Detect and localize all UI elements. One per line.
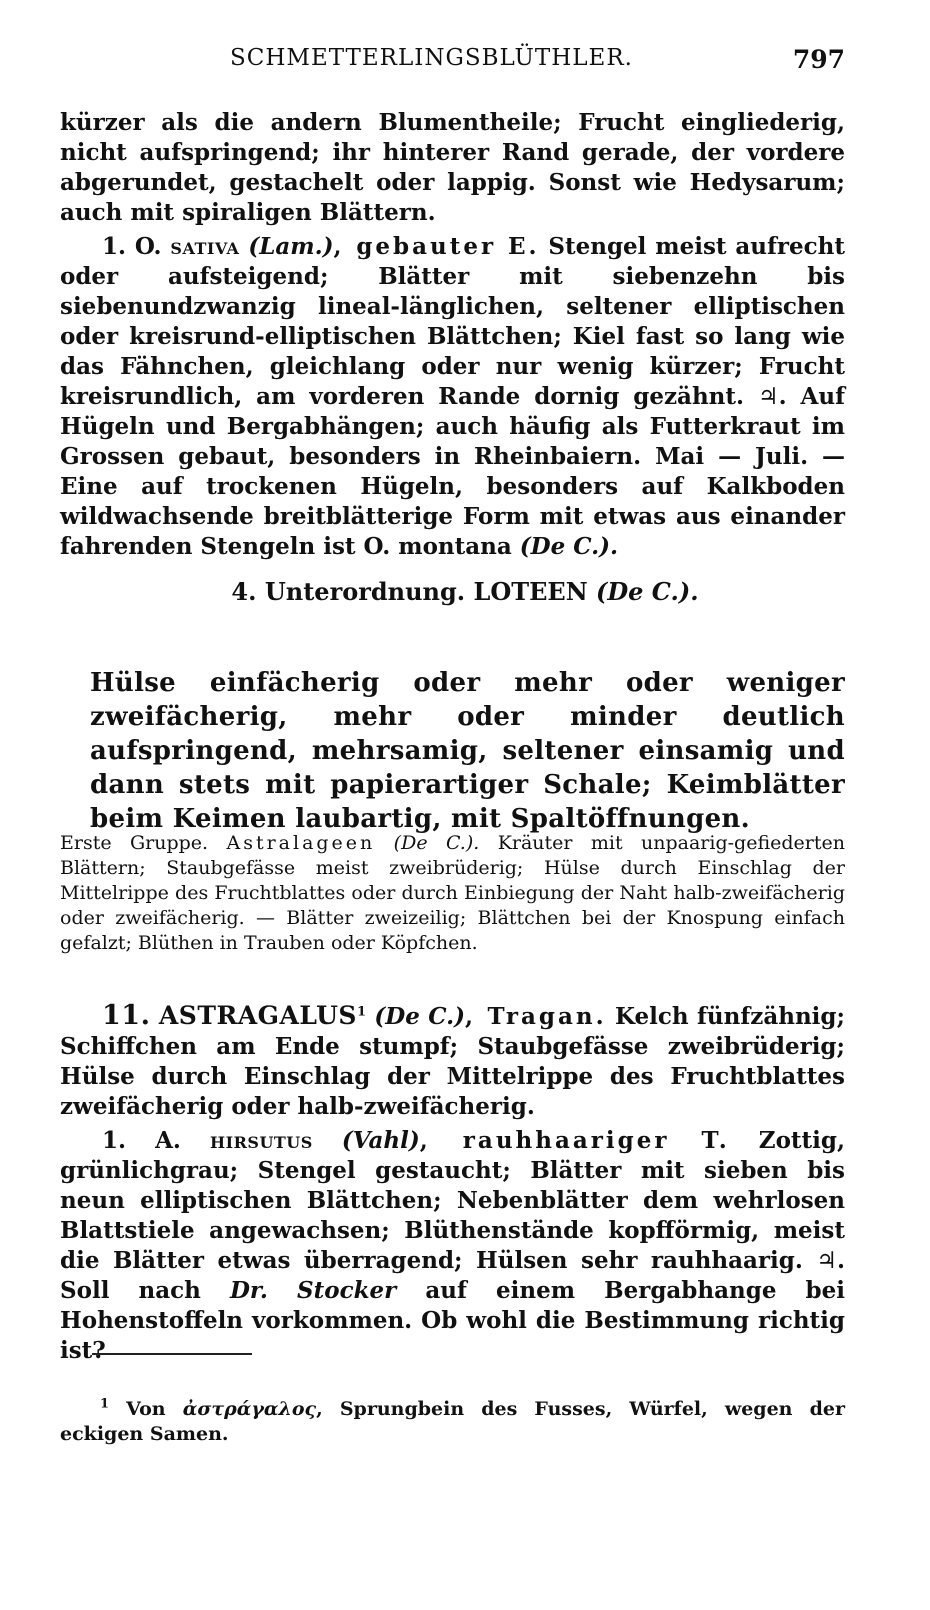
- footnote-reference[interactable]: 1: [356, 1004, 366, 1020]
- suborder-description-text: Hülse einfächerig oder mehr oder weniger zweifächerig, mehr oder minder deutlich aufspringend, mehrsamig, seltener einsamig und dann stets mit papierartiger Schale; Keimblätter beim Keimen laubartig, mit Spaltöffnungen.: [90, 668, 845, 834]
- species-paragraph: [60, 1126, 845, 1366]
- suborder-label: 4. Unterordnung. LOTEEN: [231, 577, 588, 606]
- species-entry-sativa: [60, 232, 845, 562]
- footnote-divider: [92, 1353, 252, 1355]
- footnote-greek-word: ἀστράγαλος: [182, 1398, 317, 1420]
- species-author: (Vahl): [341, 1127, 420, 1154]
- footnote-text-part-1: Von: [126, 1398, 166, 1420]
- continuation-paragraph: [60, 108, 845, 228]
- species-author: (Lam.): [248, 233, 334, 260]
- suborder-author: (De C.).: [596, 577, 699, 606]
- page-number: 797: [792, 45, 845, 74]
- footnote-mark: 1: [100, 1396, 110, 1412]
- genus-number: 11.: [102, 1000, 151, 1031]
- species-common-name: , rauhhaariger T.: [419, 1127, 730, 1154]
- species-entry-hirsutus: [60, 1103, 845, 1389]
- species-number: 1. O.: [102, 233, 162, 260]
- species-paragraph: [60, 232, 845, 562]
- group-paragraph: [60, 831, 845, 956]
- genus-common-name: , Tragan.: [465, 1003, 607, 1030]
- running-title: SCHMETTERLINGSBLÜTHLER.: [230, 45, 633, 71]
- species-epithet: sativa: [170, 233, 240, 260]
- group-author: (De C.).: [393, 832, 480, 854]
- species-description: Stengel meist aufrecht oder aufsteigend; Blätter mit siebenzehn bis siebenundzwanzig lineal-länglichen, seltener elliptischen oder kreisrund-elliptischen Blättchen; Kiel fast so lang wie das Fähnchen, gleichlang oder nur wenig kürzer; Frucht kreisrundlich, am vorderen Rande dornig gezähnt. ♃. Auf Hügeln und Bergabhängen; auch häufig als Futterkraut im Grossen gebaut, besonders in Rheinbaiern. Mai — Juli. — Eine auf trockenen Hügeln, besonders auf Kalkboden wildwachsende breitblätterige Form mit etwas aus einander fahrenden Stengeln ist O. montana: [60, 233, 845, 560]
- footnote-text-part-2: , Sprungbein des Fusses, Würfel, wegen der eckigen Samen.: [60, 1398, 845, 1445]
- group-description: [60, 812, 845, 975]
- footnote: [60, 1378, 845, 1466]
- genus-name: ASTRAGALUS: [158, 1001, 357, 1030]
- species-common-name: , gebauter E.: [333, 233, 540, 260]
- species-description-part-1: Zottig, grünlichgrau; Stengel gestaucht; Blätter mit sieben bis neun elliptischen Blättchen; Nebenblätter dem wehrlosen Blattstiele angewachsen; Blüthenstände kopfförmig, meist die Blätter etwas überragend; Hülsen sehr rauhhaarig. ♃. Soll nach: [60, 1127, 845, 1304]
- species-description-part-2: auf einem Bergabhange bei Hohenstoffeln vorkommen. Ob wohl die Bestimmung richtig ist?: [60, 1277, 845, 1364]
- group-text: Kräuter mit unpaarig-gefiederten Blättern; Staubgefässe meist zweibrüderig; Hülse durch Einschlag der Mittelrippe des Fruchtblattes oder durch Einbiegung der Naht halb-zweifächerig oder zweifächerig. — Blätter zweizeilig; Blättchen bei der Knospung einfach gefalzt; Blüthen in Trauben oder Köpfchen.: [60, 832, 845, 954]
- variety-author: (De C.).: [519, 533, 619, 560]
- continuation-text: kürzer als die andern Blumentheile; Frucht eingliederig, nicht aufspringend; ihr hinterer Rand gerade, der vordere abgerundet, gestachelt oder lappig. Sonst wie Hedysarum; auch mit spiraligen Blättern.: [60, 109, 845, 226]
- page-header: [60, 45, 845, 85]
- genus-description: Kelch fünfzähnig; Schiffchen am Ende stumpf; Staubgefässe zweibrüderig; Hülse durch Einschlag der Mittelrippe des Fruchtblattes zweifächerig oder halb-zweifächerig.: [60, 1003, 845, 1120]
- cited-person: Dr. Stocker: [229, 1277, 397, 1304]
- genus-author: (De C.): [374, 1003, 466, 1030]
- suborder-heading: [0, 577, 930, 606]
- group-label: Erste Gruppe.: [60, 832, 209, 854]
- species-number: 1. A.: [102, 1127, 181, 1154]
- species-epithet: hirsutus: [209, 1127, 313, 1154]
- footnote-paragraph: [60, 1397, 845, 1447]
- group-name: Astralageen: [226, 832, 376, 854]
